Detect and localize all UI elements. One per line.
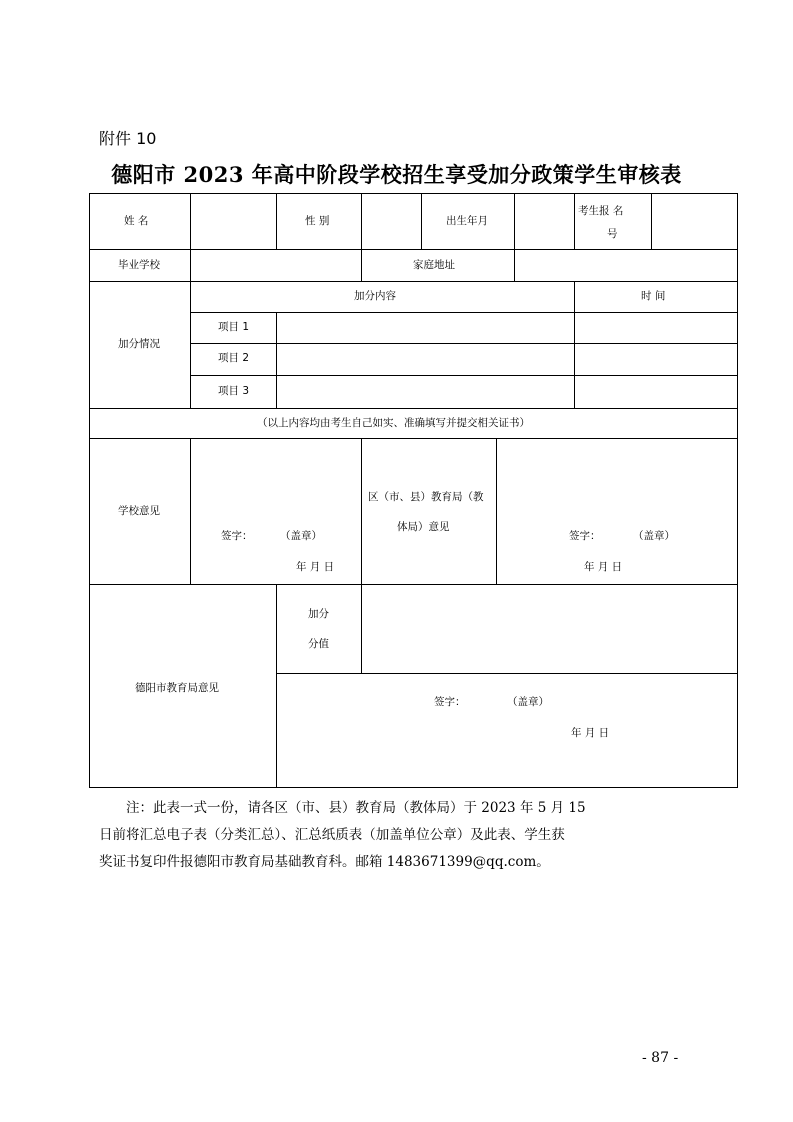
school-opinion-label: 学校意见 bbox=[118, 505, 160, 517]
school-date-label: 年 月 日 bbox=[296, 561, 335, 573]
district-date-label: 年 月 日 bbox=[584, 561, 623, 573]
col-line bbox=[190, 438, 191, 584]
bonus-value-label-line2: 分值 bbox=[308, 638, 329, 650]
row-line bbox=[90, 438, 737, 439]
bonus-situation-label: 加分情况 bbox=[118, 338, 160, 350]
col-line bbox=[276, 312, 277, 408]
col-line bbox=[361, 438, 362, 584]
attachment-label: 附件 10 bbox=[99, 129, 157, 148]
col-line bbox=[276, 584, 277, 787]
col-line bbox=[651, 194, 652, 249]
col-line bbox=[514, 194, 515, 281]
city-opinion-label: 德阳市教育局意见 bbox=[135, 682, 219, 694]
row-line bbox=[90, 281, 737, 282]
col-line bbox=[190, 281, 191, 408]
col-line bbox=[574, 194, 575, 249]
footnote bbox=[99, 795, 739, 876]
col-line bbox=[574, 281, 575, 408]
page-number: - 87 - bbox=[642, 1050, 679, 1066]
school-signature-label: 签字： bbox=[221, 530, 253, 542]
row-line bbox=[190, 343, 737, 344]
bonus-content-header: 加分内容 bbox=[354, 290, 396, 302]
school-seal-label: （盖章） bbox=[280, 530, 322, 542]
name-label: 姓 名 bbox=[124, 215, 149, 227]
footnote-line: 注：此表一式一份，请各区（市、县）教育局（教体局）于 2023 年 5 月 15 bbox=[126, 800, 586, 816]
truthfulness-statement: （以上内容均由考生自己如实、准确填写并提交相关证书） bbox=[257, 417, 530, 429]
form-title: 德阳市 2023 年高中阶段学校招生享受加分政策学生审核表 bbox=[111, 162, 682, 187]
col-line bbox=[361, 584, 362, 673]
footnote-line: 奖证书复印件报德阳市教育局基础教育科。邮箱 1483671399@qq.com。 bbox=[99, 854, 550, 870]
home-address-label: 家庭地址 bbox=[413, 259, 455, 271]
time-header: 时 间 bbox=[641, 290, 666, 302]
col-line bbox=[361, 194, 362, 281]
row-line bbox=[190, 312, 737, 313]
district-seal-label: （盖章） bbox=[633, 530, 675, 542]
col-line bbox=[190, 194, 191, 281]
row-line bbox=[90, 408, 737, 409]
district-signature-label: 签字： bbox=[569, 530, 601, 542]
row-line bbox=[190, 375, 737, 376]
row-line bbox=[90, 249, 737, 250]
district-opinion-label-line2: 体局）意见 bbox=[397, 521, 450, 533]
col-line bbox=[421, 194, 422, 249]
footnote-line: 日前将汇总电子表（分类汇总）、汇总纸质表（加盖单位公章）及此表、学生获 bbox=[99, 827, 565, 843]
city-date-label: 年 月 日 bbox=[571, 727, 610, 739]
district-opinion-label: 区（市、县）教育局（教 bbox=[368, 491, 484, 503]
graduating-school-label: 毕业学校 bbox=[118, 259, 160, 271]
exam-number-label-line2: 号 bbox=[607, 228, 618, 240]
row-line bbox=[276, 673, 737, 674]
city-seal-label: （盖章） bbox=[507, 696, 549, 708]
exam-number-label: 考生报 名 bbox=[578, 205, 624, 217]
col-line bbox=[276, 194, 277, 249]
bonus-value-label: 加分 bbox=[308, 608, 329, 620]
item-2-label: 项目 2 bbox=[218, 352, 250, 364]
city-signature-label: 签字： bbox=[434, 696, 466, 708]
review-form-table bbox=[89, 193, 738, 788]
row-line bbox=[90, 584, 737, 585]
col-line bbox=[496, 438, 497, 584]
gender-label: 性 别 bbox=[305, 215, 330, 227]
birth-date-label: 出生年月 bbox=[446, 215, 488, 227]
item-3-label: 项目 3 bbox=[218, 385, 250, 397]
item-1-label: 项目 1 bbox=[218, 321, 250, 333]
